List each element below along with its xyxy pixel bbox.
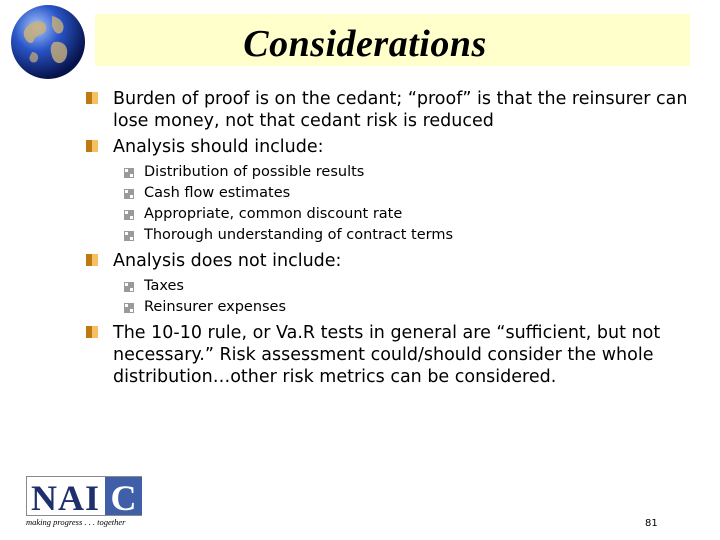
sub-bullet-item: [86, 162, 696, 183]
sub-bullet-text: Taxes: [144, 278, 184, 294]
bullet-text: The 10-10 rule, or Va.R tests in general are “sufficient, but not necessary.” Risk assessment could/should consider the whole distribution…other risk metrics can be considered.: [113, 323, 661, 387]
sub-bullet-text: Reinsurer expenses: [144, 299, 287, 315]
sub-list: [86, 276, 696, 318]
sub-bullet-text: Cash flow estimates: [144, 185, 291, 201]
sub-list: [86, 162, 696, 246]
sub-bullet-icon: [124, 210, 134, 220]
logo-letters: NAI: [31, 478, 101, 518]
logo-letter-c: C: [105, 477, 142, 515]
bullet-icon: [86, 326, 98, 338]
sub-bullet-icon: [124, 189, 134, 199]
sub-bullet-text: Thorough understanding of contract terms: [144, 227, 454, 243]
logo-tagline: making progress . . . together: [26, 517, 126, 527]
sub-bullet-icon: [124, 282, 134, 292]
sub-bullet-item: [86, 297, 696, 318]
bullet-icon: [86, 254, 98, 266]
sub-bullet-item: [86, 276, 696, 297]
bullet-icon: [86, 140, 98, 152]
sub-bullet-text: Appropriate, common discount rate: [144, 206, 403, 222]
bullet-item: [86, 322, 696, 388]
naic-logo: [26, 476, 142, 528]
sub-bullet-icon: [124, 168, 134, 178]
sub-bullet-text: Distribution of possible results: [144, 164, 365, 180]
page-number: 81: [645, 518, 658, 529]
bullet-text: Burden of proof is on the cedant; “proof” is that the reinsurer can lose money, not that cedant risk is reduced: [113, 89, 688, 131]
bullet-item: [86, 88, 696, 132]
globe-icon: [8, 2, 88, 82]
bullet-item: [86, 250, 696, 272]
logo-box: [26, 476, 142, 516]
slide-content: [86, 88, 696, 392]
sub-bullet-item: [86, 204, 696, 225]
sub-bullet-item: [86, 183, 696, 204]
bullet-icon: [86, 92, 98, 104]
bullet-text: Analysis should include:: [113, 137, 324, 157]
sub-bullet-icon: [124, 231, 134, 241]
bullet-item: [86, 136, 696, 158]
bullet-text: Analysis does not include:: [113, 251, 342, 271]
page-title: Considerations: [243, 23, 487, 65]
sub-bullet-icon: [124, 303, 134, 313]
sub-bullet-item: [86, 225, 696, 246]
